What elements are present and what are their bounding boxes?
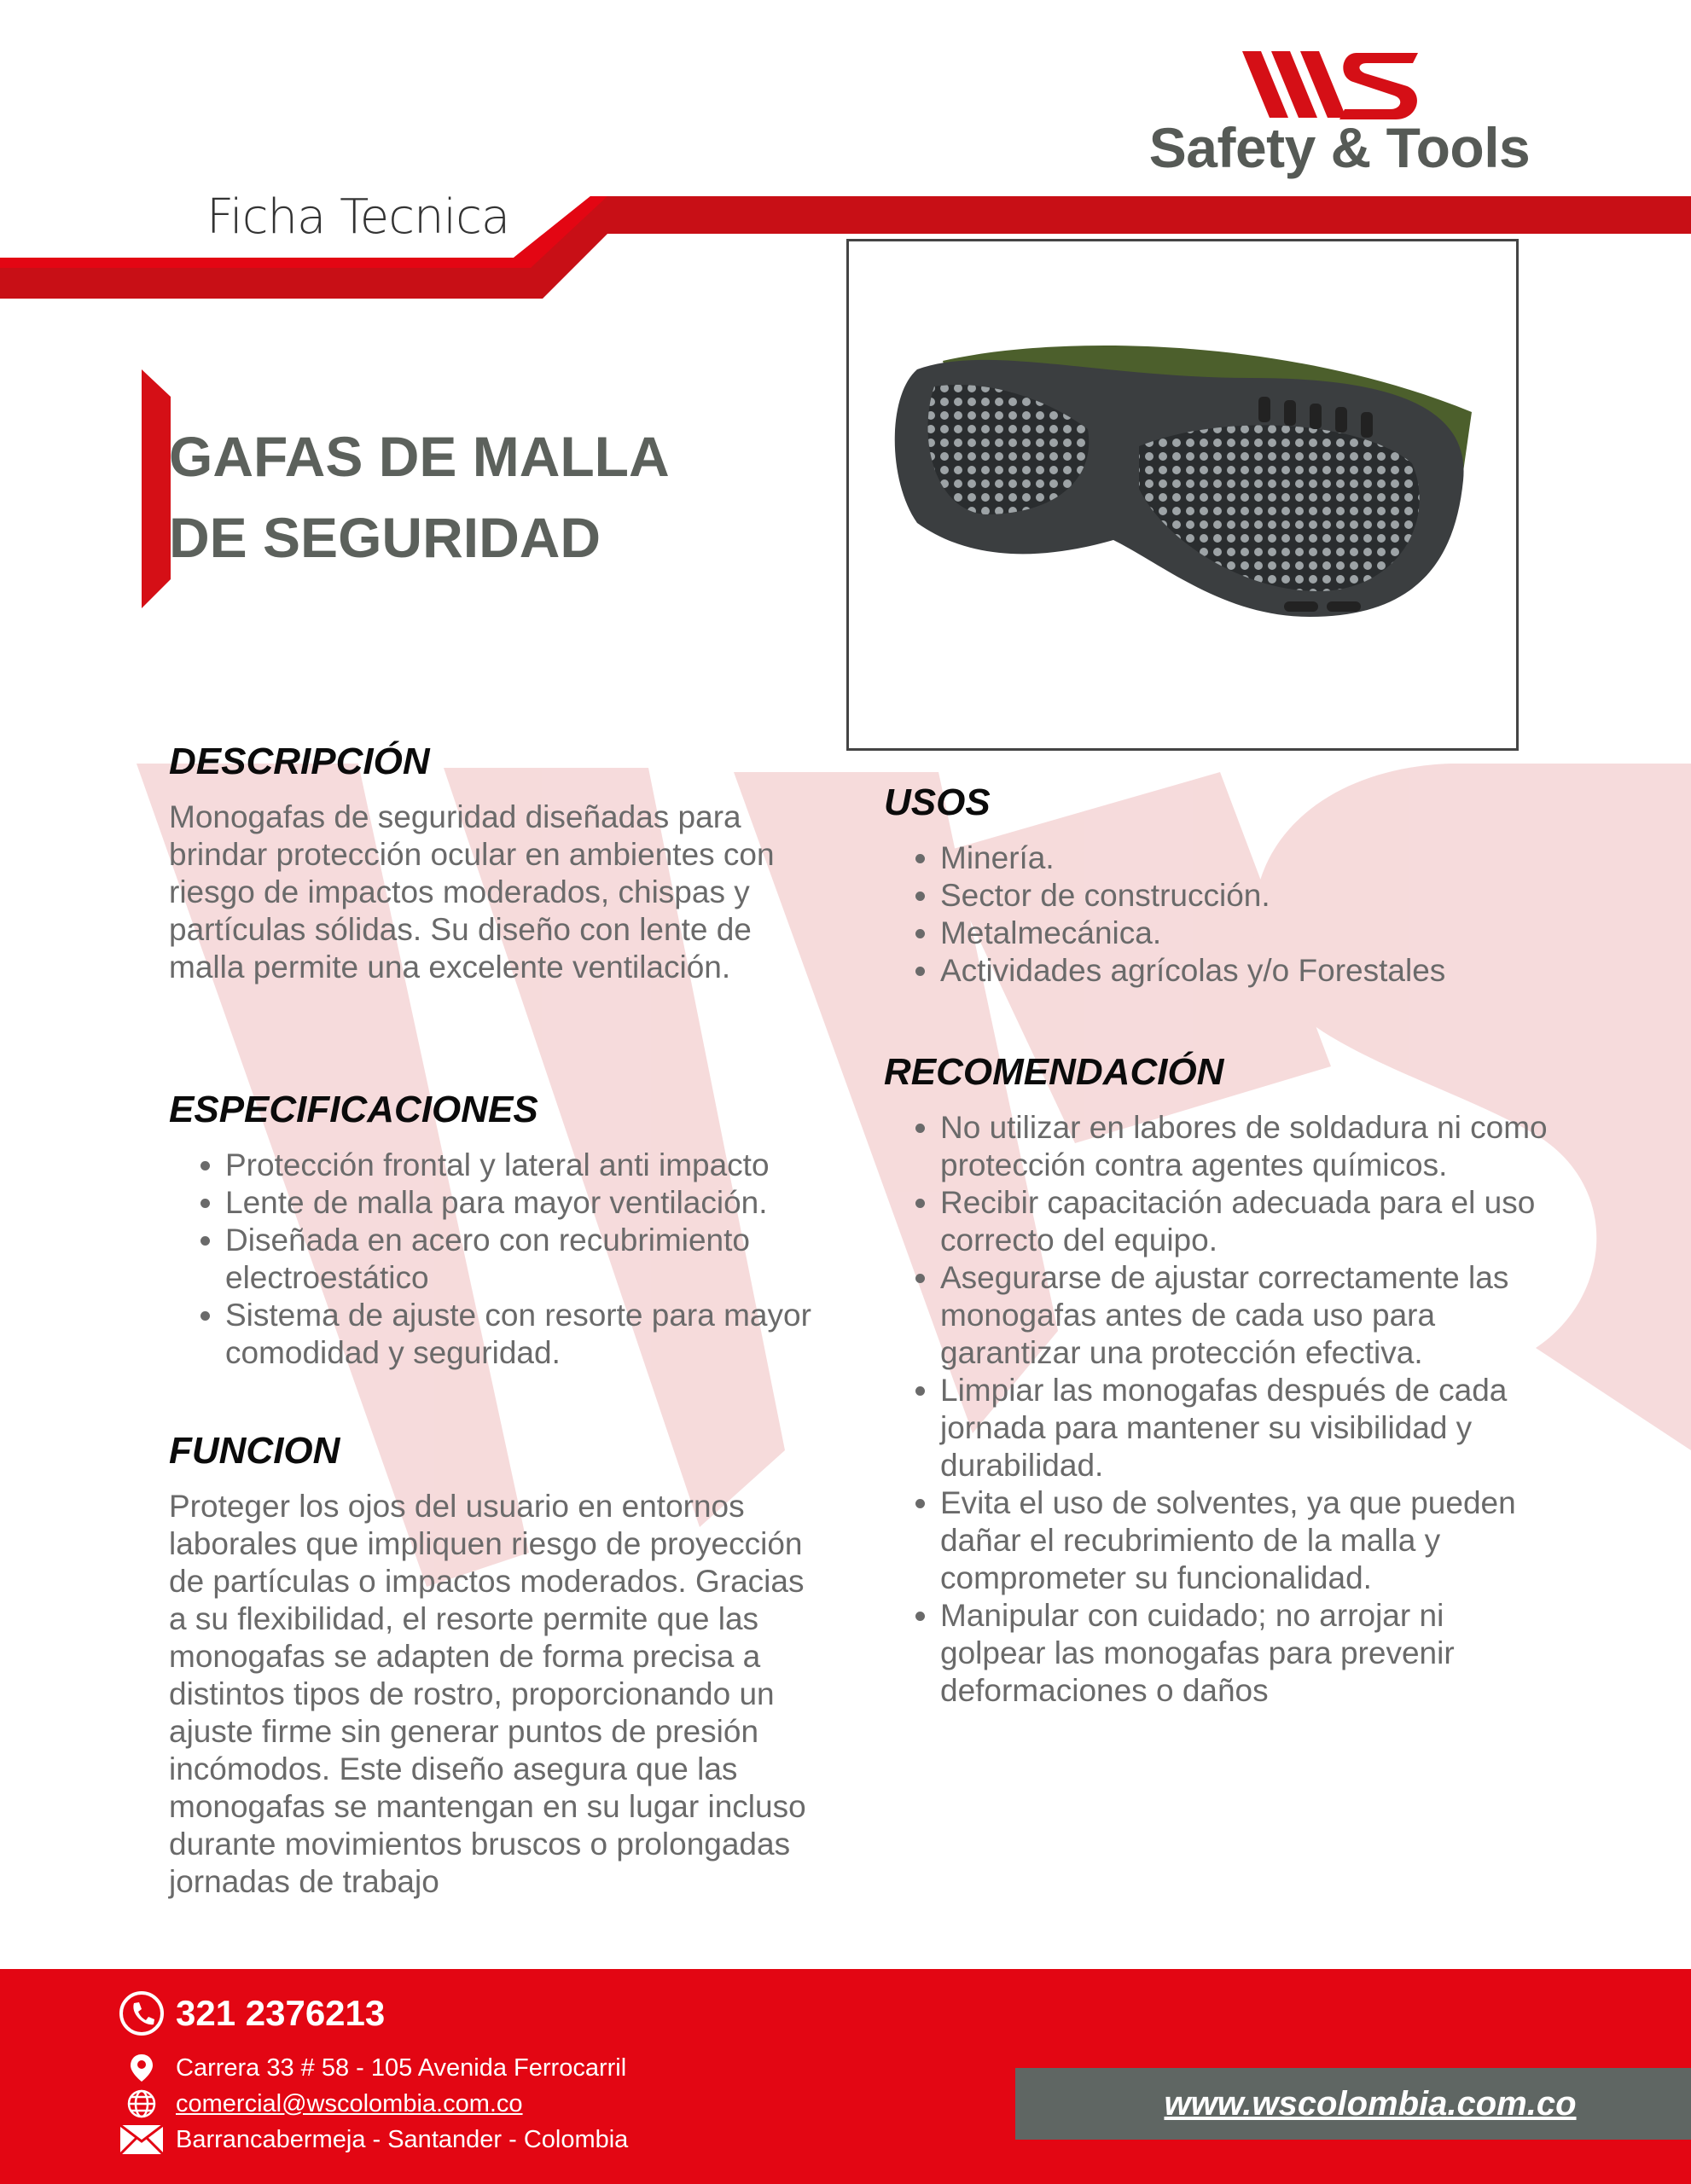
product-title bbox=[169, 416, 766, 578]
section-especificaciones bbox=[169, 1089, 834, 1372]
footer-email[interactable] bbox=[118, 2085, 523, 2123]
safety-mesh-goggles-image bbox=[883, 327, 1480, 651]
mail-icon bbox=[118, 2121, 166, 2158]
globe-icon bbox=[118, 2085, 166, 2123]
section-heading-recomendacion: RECOMENDACIÓN bbox=[884, 1051, 1224, 1093]
descripcion-text: Monogafas de seguridad diseñadas para brindar protección ocular en ambientes con riesgo de impactos moderados, chispas y partículas sólidas. Su diseño con lente de malla permite una excelente ventilación. bbox=[169, 799, 775, 985]
list-item: • Diseñada en acero con recubrimiento electroestático bbox=[225, 1222, 834, 1297]
list-item: • Recibir capacitación adecuada para el uso correcto del equipo. bbox=[940, 1184, 1549, 1259]
location-pin-icon bbox=[118, 2049, 166, 2087]
brand-name: Safety & Tools bbox=[1148, 116, 1531, 179]
section-heading-usos: USOS bbox=[884, 781, 991, 823]
list-item: • Sector de construcción. bbox=[940, 877, 1549, 915]
list-item: • Manipular con cuidado; no arrojar ni golpear las monogafas para prevenir deformaciones o daños bbox=[940, 1597, 1549, 1710]
website-link[interactable]: www.wscolombia.com.co bbox=[1164, 2084, 1577, 2123]
phone-number: 321 2376213 bbox=[176, 1993, 386, 2033]
phone-icon bbox=[118, 1995, 166, 2032]
section-funcion bbox=[169, 1430, 817, 1901]
email-link[interactable]: comercial@wscolombia.com.co bbox=[176, 2089, 523, 2117]
especificaciones-list bbox=[169, 1147, 834, 1372]
list-item: • Evita el uso de solventes, ya que pueden dañar el recubrimiento de la malla y comprometer su funcionalidad. bbox=[940, 1484, 1549, 1597]
product-image-frame bbox=[846, 239, 1519, 751]
section-heading-descripcion: DESCRIPCIÓN bbox=[169, 741, 430, 782]
city-text: Barrancabermeja - Santander - Colombia bbox=[176, 2125, 629, 2153]
website-banner[interactable] bbox=[1015, 2068, 1691, 2140]
list-item: • Lente de malla para mayor ventilación. bbox=[225, 1184, 834, 1222]
footer-phone[interactable] bbox=[118, 1993, 385, 2034]
list-item: • Sistema de ajuste con resorte para mayor comodidad y seguridad. bbox=[225, 1297, 834, 1372]
list-item: • Asegurarse de ajustar correctamente las monogafas antes de cada uso para garantizar una protección efectiva. bbox=[940, 1259, 1549, 1372]
funcion-text: Proteger los ojos del usuario en entornos laborales que impliquen riesgo de proyección de partículas o impactos moderados. Gracias a su flexibilidad, el resorte permite que las monogafas se adapten de forma precisa a distintos tipos de rostro, proporcionando un ajuste firme sin generar puntos de presión incómodos. Este diseño asegura que las monogafas se mantengan en su lugar incluso durante movimientos bruscos o prolongadas jornadas de trabajo bbox=[169, 1489, 806, 1899]
title-accent-bar bbox=[142, 369, 171, 608]
list-item: • No utilizar en labores de soldadura ni como protección contra agentes químicos. bbox=[940, 1109, 1549, 1184]
document-type-label: Ficha Tecnica bbox=[206, 189, 510, 245]
section-usos bbox=[884, 781, 1549, 990]
list-item: • Limpiar las monogafas después de cada jornada para mantener su visibilidad y durabilidad. bbox=[940, 1372, 1549, 1484]
recomendacion-list bbox=[884, 1109, 1549, 1710]
list-item: • Metalmecánica. bbox=[940, 915, 1549, 952]
section-heading-funcion: FUNCION bbox=[169, 1430, 340, 1472]
footer-city bbox=[118, 2121, 628, 2158]
list-item: • Minería. bbox=[940, 839, 1549, 877]
section-heading-especificaciones: ESPECIFICACIONES bbox=[169, 1089, 538, 1130]
list-item: • Actividades agrícolas y/o Forestales bbox=[940, 952, 1549, 990]
address-text: Carrera 33 # 58 - 105 Avenida Ferrocarril bbox=[176, 2053, 627, 2082]
usos-list bbox=[884, 839, 1549, 990]
product-title-line-2: DE SEGURIDAD bbox=[169, 506, 601, 569]
section-descripcion bbox=[169, 741, 817, 986]
section-recomendacion bbox=[884, 1051, 1549, 1710]
product-title-line-1: GAFAS DE MALLA bbox=[169, 425, 670, 488]
list-item: • Protección frontal y lateral anti impacto bbox=[225, 1147, 834, 1184]
footer-address bbox=[118, 2049, 626, 2087]
